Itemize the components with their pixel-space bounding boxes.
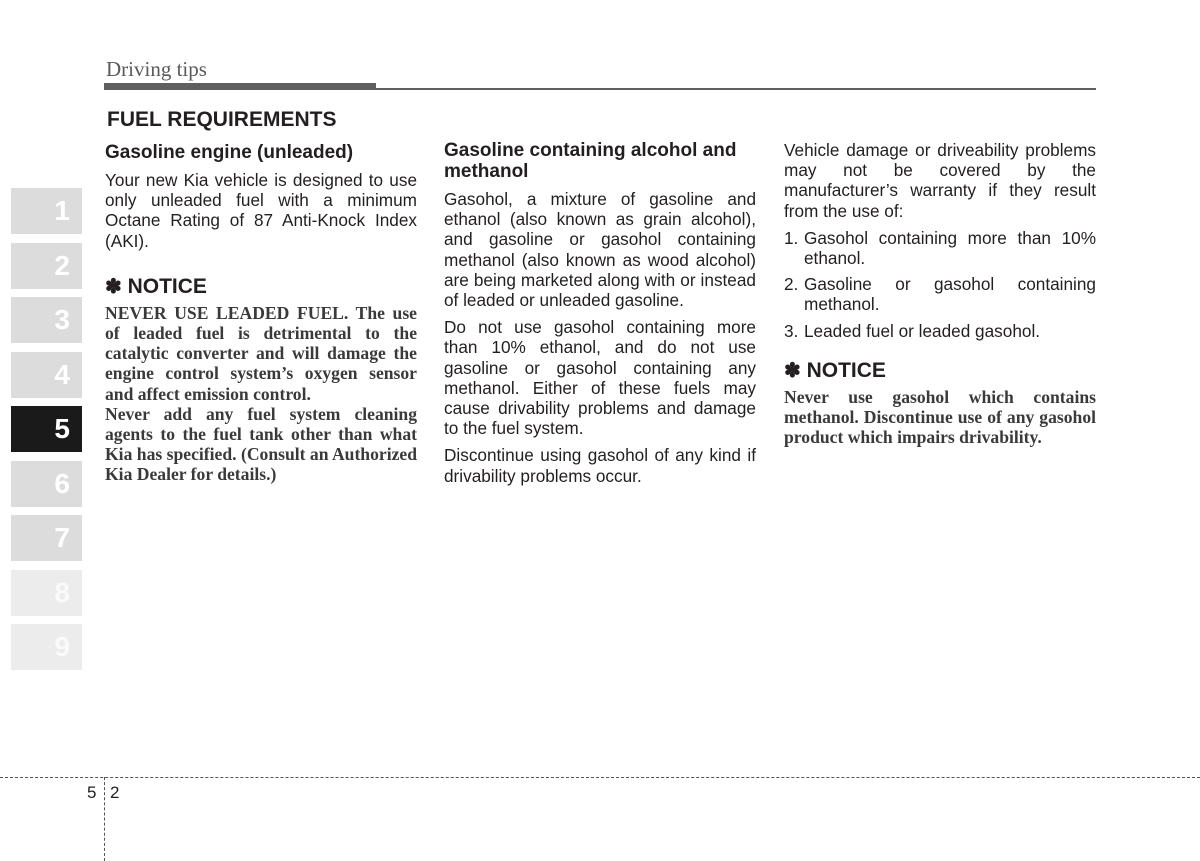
section-title: FUEL REQUIREMENTS [107,108,337,131]
column-3 [784,140,1096,447]
subsection-title: Gasoline engine (unleaded) [105,142,354,163]
notice-label: NOTICE [127,274,207,298]
numbered-list [784,228,1096,341]
chapter-tab-8[interactable]: 8 [11,570,82,616]
chapter-tab-4[interactable]: 4 [11,352,82,398]
list-text: Gasoline or gasohol containing methanol. [804,274,1096,315]
column-2 [444,140,756,493]
chapter-tab-2[interactable]: 2 [11,243,82,289]
notice-star-icon: ✽ [105,275,122,298]
subsection-title: Gasoline containing alcohol and methanol [444,140,737,182]
list-item [784,274,1096,314]
paragraph: Do not use gasohol containing more than 10% ethanol, and do not use gasoline or gasohol containing any methanol. Either of these fuels may cause drivability problems and damage to the fuel system. [444,317,756,439]
paragraph: Your new Kia vehicle is designed to use only unleaded fuel with a minimum Octane Rating of 87 Anti-Knock Index (AKI). [105,170,417,251]
paragraph: Gasohol, a mixture of gasoline and ethanol (also known as grain alcohol), and gasoline or gasohol containing methanol (also known as wood alcohol) are being marketed along with or instead of leaded or unleaded gasoline. [444,189,756,311]
notice-label: NOTICE [806,358,886,382]
notice-text: NEVER USE LEADED FUEL. The use of leaded fuel is detrimental to the catalytic converter and will damage the engine control system’s oxygen sensor and affect emission control. [105,302,417,404]
list-number: 1. [784,227,799,248]
header-title: Driving tips [106,57,207,81]
chapter-tab-1[interactable]: 1 [11,188,82,234]
page-number: 2 [110,783,120,802]
notice-heading [784,359,1096,383]
list-text: Leaded fuel or leaded gasohol. [804,320,1041,341]
chapter-tab-3[interactable]: 3 [11,297,82,343]
chapter-tabs [11,188,82,679]
chapter-tab-7[interactable]: 7 [11,515,82,561]
list-item [784,228,1096,268]
notice-heading [105,275,417,299]
page-section-number: 5 [87,783,97,802]
list-number: 2. [784,274,799,295]
column-1 [105,108,417,485]
list-text: Gasohol containing more than 10% ethanol. [804,227,1096,269]
footer-rule [0,777,1200,778]
chapter-tab-9[interactable]: 9 [11,624,82,670]
paragraph: Discontinue using gasohol of any kind if drivability problems occur. [444,445,756,486]
notice-star-icon: ✽ [784,359,801,382]
list-number: 3. [784,320,799,341]
notice-text: Never use gasohol which contains methanol. Discontinue use of any gasohol product which impairs drivability. [784,386,1096,448]
header-rule [376,88,1096,90]
chapter-tab-6[interactable]: 6 [11,461,82,507]
list-item [784,321,1096,341]
notice-text: Never add any fuel system cleaning agents to the fuel tank other than what Kia has specified. (Consult an Authorized Kia Dealer for details.) [105,403,417,485]
chapter-tab-5[interactable]: 5 [11,406,82,452]
footer-divider [104,777,105,861]
header-bar [104,83,376,90]
paragraph: Vehicle damage or driveability problems may not be covered by the manufacturer’s warranty if they result from the use of: [784,140,1096,221]
